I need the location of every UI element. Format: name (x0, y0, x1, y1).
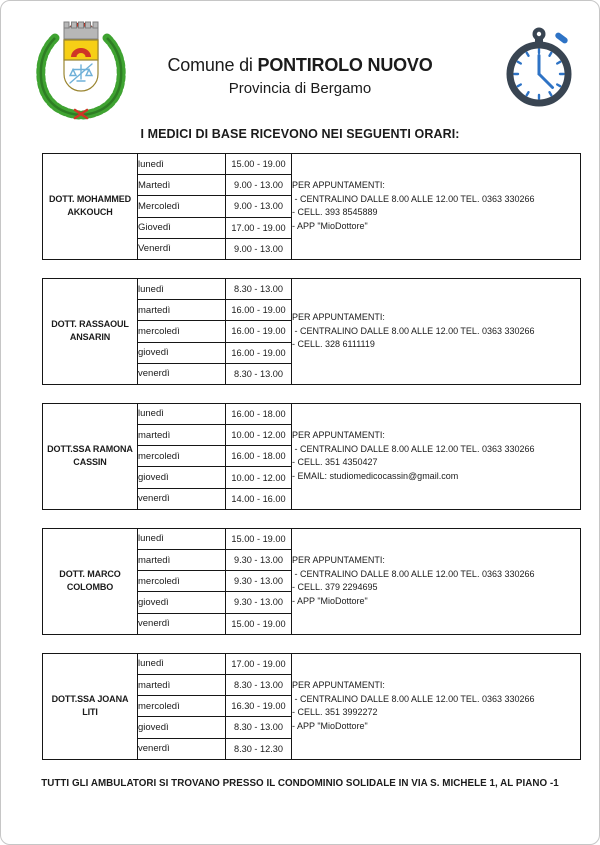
doctor-schedule-table (42, 403, 581, 510)
appointments-info (292, 403, 581, 509)
municipality-prefix: Comune di (167, 55, 253, 75)
schedule-day: Giovedì (138, 217, 226, 238)
province-subtitle: Provincia di Bergamo (228, 80, 372, 97)
appointments-info-line: - APP "MioDottore" (292, 720, 368, 731)
schedule-hours: 10.00 - 12.00 (226, 467, 292, 488)
schedule-hours: 16.00 - 19.00 (226, 321, 292, 342)
schedule-hours: 9.30 - 13.00 (226, 571, 292, 592)
schedule-hours: 10.00 - 12.00 (226, 425, 292, 446)
schedule-day: venerdì (138, 363, 226, 384)
schedule-day: venerdì (138, 488, 226, 509)
doctor-name-line: DOTT. RASSAOUL (51, 319, 129, 330)
schedule-hours: 17.00 - 19.00 (226, 653, 292, 674)
schedule-day: martedì (138, 300, 226, 321)
schedule-day: venerdì (138, 738, 226, 759)
schedule-hours: 8.30 - 13.00 (226, 278, 292, 299)
schedule-hours: 15.00 - 19.00 (226, 154, 292, 175)
schedule-day: mercoledì (138, 571, 226, 592)
schedule-hours: 16.00 - 18.00 (226, 403, 292, 424)
doctor-name-line: ANSARIN (69, 332, 111, 343)
appointments-info-line: - CELL. 328 6111119 (292, 339, 375, 350)
doctor-name-line: DOTT. MARCO (59, 569, 121, 580)
schedule-hours: 8.30 - 13.00 (226, 363, 292, 384)
schedule-day: lunedì (138, 528, 226, 549)
doctor-schedule-table (42, 153, 581, 260)
appointments-info-line: - CELL. 393 8545889 (292, 207, 378, 218)
doctor-name-line: AKKOUCH (67, 207, 113, 218)
doctor-name (43, 403, 138, 509)
appointments-info-line: PER APPUNTAMENTI: (292, 180, 385, 191)
appointments-info-line: PER APPUNTAMENTI: (292, 555, 385, 566)
schedule-day: martedì (138, 674, 226, 695)
schedule-day: martedì (138, 425, 226, 446)
doctor-name (43, 528, 138, 634)
schedule-day: giovedì (138, 717, 226, 738)
schedule-hours: 16.00 - 19.00 (226, 342, 292, 363)
schedule-day: lunedì (138, 154, 226, 175)
appointments-info (292, 278, 581, 384)
appointments-info-line: - CENTRALINO DALLE 8.00 ALLE 12.00 TEL. 0363 330266 (292, 325, 535, 336)
appointments-info-line: - CELL. 379 2294695 (292, 582, 378, 593)
doctor-name-line: DOTT.SSA RAMONA (47, 444, 133, 455)
schedule-day: giovedì (138, 342, 226, 363)
schedule-day: Mercoledì (138, 196, 226, 217)
appointments-info-line: - APP "MioDottore" (292, 220, 368, 231)
municipality-name: PONTIROLO NUOVO (257, 55, 433, 75)
footer-note: TUTTI GLI AMBULATORI SI TROVANO PRESSO IL CONDOMINIO SOLIDALE IN VIA S. MICHELE 1, AL PIANO -1 (41, 778, 559, 789)
schedule-hours: 16.30 - 19.00 (226, 696, 292, 717)
schedule-hours: 8.30 - 12.30 (226, 738, 292, 759)
appointments-info-line: - CENTRALINO DALLE 8.00 ALLE 12.00 TEL. 0363 330266 (292, 193, 535, 204)
stopwatch-icon (498, 25, 580, 111)
appointments-info-line: - CELL. 351 3992272 (292, 707, 378, 718)
schedule-hours: 9.30 - 13.00 (226, 592, 292, 613)
appointments-info-line: - CENTRALINO DALLE 8.00 ALLE 12.00 TEL. 0363 330266 (292, 693, 535, 704)
schedule-day: lunedì (138, 278, 226, 299)
schedule-day: giovedì (138, 467, 226, 488)
schedule-hours: 9.00 - 13.00 (226, 196, 292, 217)
doctor-name (43, 154, 138, 260)
schedule-day: mercoledì (138, 696, 226, 717)
doctor-schedule-table (42, 653, 581, 760)
schedule-day: mercoledì (138, 321, 226, 342)
schedule-day: venerdì (138, 613, 226, 634)
doctor-name-line: DOTT. MOHAMMED (48, 194, 132, 205)
appointments-info (292, 528, 581, 634)
appointments-info-line: - CENTRALINO DALLE 8.00 ALLE 12.00 TEL. 0363 330266 (292, 568, 535, 579)
doctor-name (43, 653, 138, 759)
appointments-info-line: - CENTRALINO DALLE 8.00 ALLE 12.00 TEL. 0363 330266 (292, 443, 535, 454)
page-title: I MEDICI DI BASE RICEVONO NEI SEGUENTI ORARI: (140, 127, 460, 141)
appointments-info-line: - APP "MioDottore" (292, 595, 368, 606)
schedule-hours: 9.30 - 13.00 (226, 550, 292, 571)
schedule-hours: 8.30 - 13.00 (226, 717, 292, 738)
doctor-name-line: DOTT.SSA JOANA LITI (51, 694, 129, 718)
schedule-hours: 9.00 - 13.00 (226, 238, 292, 259)
appointments-info-line: - EMAIL: studiomedicocassin@gmail.com (292, 470, 459, 481)
appointments-info-line: PER APPUNTAMENTI: (292, 680, 385, 691)
schedule-hours: 16.00 - 19.00 (226, 300, 292, 321)
schedule-hours: 15.00 - 19.00 (226, 528, 292, 549)
schedule-hours: 17.00 - 19.00 (226, 217, 292, 238)
appointments-info (292, 154, 581, 260)
schedule-hours: 8.30 - 13.00 (226, 674, 292, 695)
doctor-schedule-table (42, 278, 581, 385)
schedule-day: lunedì (138, 653, 226, 674)
schedule-hours: 14.00 - 16.00 (226, 488, 292, 509)
doctor-tables (42, 153, 581, 778)
doctor-name-line: COLOMBO (66, 582, 114, 593)
appointments-info-line: PER APPUNTAMENTI: (292, 430, 385, 441)
schedule-hours: 15.00 - 19.00 (226, 613, 292, 634)
schedule-day: martedì (138, 550, 226, 571)
doctor-schedule-table (42, 528, 581, 635)
schedule-day: giovedì (138, 592, 226, 613)
schedule-hours: 16.00 - 18.00 (226, 446, 292, 467)
schedule-day: Martedì (138, 175, 226, 196)
appointments-info-line: PER APPUNTAMENTI: (292, 312, 385, 323)
schedule-hours: 9.00 - 13.00 (226, 175, 292, 196)
schedule-day: mercoledì (138, 446, 226, 467)
appointments-info-line: - CELL. 351 4350427 (292, 457, 378, 468)
schedule-day: lunedì (138, 403, 226, 424)
doctor-name-line: CASSIN (73, 457, 107, 468)
appointments-info (292, 653, 581, 759)
doctor-name (43, 278, 138, 384)
schedule-day: Venerdì (138, 238, 226, 259)
